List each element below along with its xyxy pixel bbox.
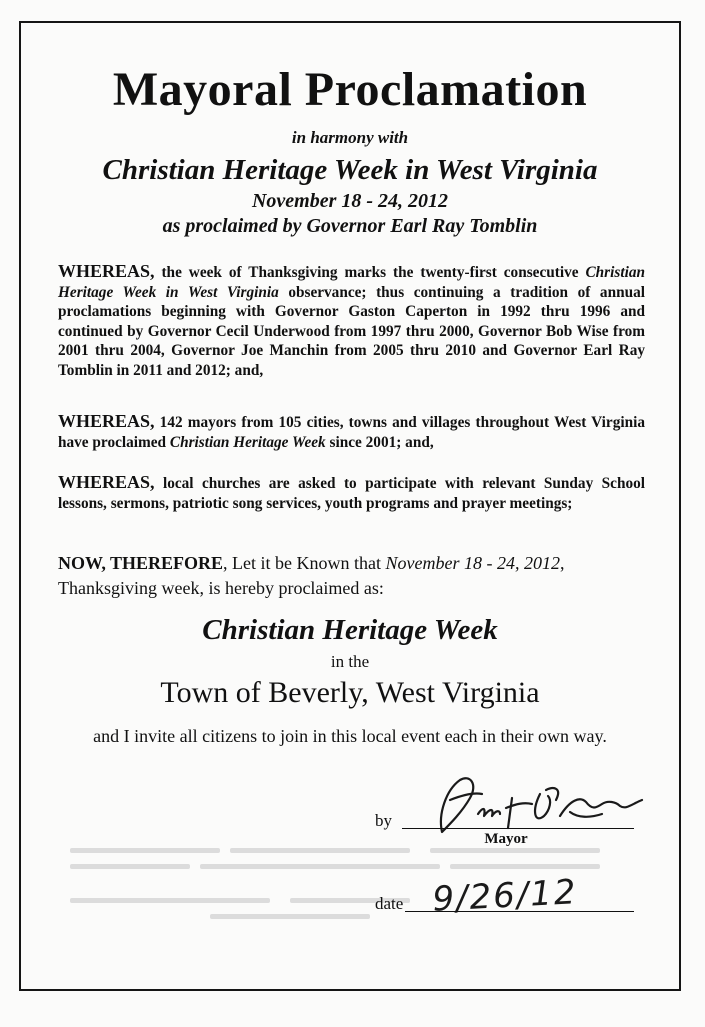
whereas-lead: WHEREAS,	[58, 261, 155, 281]
now-therefore-text: , Thanksgiving week, is hereby proclaimed as:	[58, 553, 565, 598]
signature-line	[402, 828, 634, 829]
intro-line: in harmony with	[291, 128, 409, 147]
whereas-emphasis: Christian Heritage Week	[169, 433, 326, 451]
now-therefore-text: , Let it be Known that	[223, 553, 386, 573]
now-therefore-paragraph	[58, 551, 648, 601]
now-therefore-dates: November 18 - 24, 2012	[385, 553, 560, 573]
invitation-line: and I invite all citizens to join in this local event each in their own way.	[93, 726, 607, 746]
in-the-line: in the	[330, 652, 370, 671]
whereas-text: observance; thus continuing a tradition of annual proclamations beginning with Governor Gaston Caperton in 1992 thru 1996 and continued by Governor Cecil Underwood from 1997 thru 2000, Governor Bob Wise from 2001 thru 2004, Governor Joe Manchin from 2005 thru 2010 and Governor Earl Ray Tomblin in 2011 and 2012; and,	[58, 283, 645, 379]
whereas-text: since 2001; and,	[325, 433, 434, 451]
whereas-paragraph-1	[58, 262, 645, 380]
governor-byline: as proclaimed by Governor Earl Ray Tomblin	[162, 215, 538, 237]
whereas-paragraph-2	[58, 412, 645, 452]
event-dates: November 18 - 24, 2012	[251, 190, 449, 212]
date-line	[405, 911, 634, 912]
proclaimed-heading: Christian Heritage Week	[202, 614, 498, 646]
proclamation-title: Mayoral Proclamation	[112, 63, 588, 116]
whereas-lead: WHEREAS,	[58, 411, 155, 431]
date-label: date	[375, 894, 404, 913]
whereas-lead: WHEREAS,	[58, 472, 155, 492]
event-heading: Christian Heritage Week in West Virginia	[102, 154, 598, 186]
whereas-text: local churches are asked to participate with relevant Sunday School lessons, sermons, patriotic song services, youth programs and prayer meetings;	[58, 475, 645, 512]
by-label: by	[375, 811, 392, 830]
town-name: Town of Beverly, West Virginia	[160, 676, 540, 709]
whereas-text: the week of Thanksgiving marks the twenty-first consecutive	[154, 264, 586, 281]
whereas-text: 142 mayors from 105 cities, towns and villages throughout West Virginia have proclaimed	[58, 414, 645, 451]
whereas-paragraph-3	[58, 473, 645, 513]
now-therefore-lead: NOW, THEREFORE	[58, 553, 224, 573]
mayor-signature	[420, 770, 655, 840]
mayor-label: Mayor	[484, 831, 528, 847]
whereas-emphasis: Christian Heritage Week in West Virginia	[58, 264, 645, 301]
handwritten-date: 9/26/12	[431, 872, 579, 920]
